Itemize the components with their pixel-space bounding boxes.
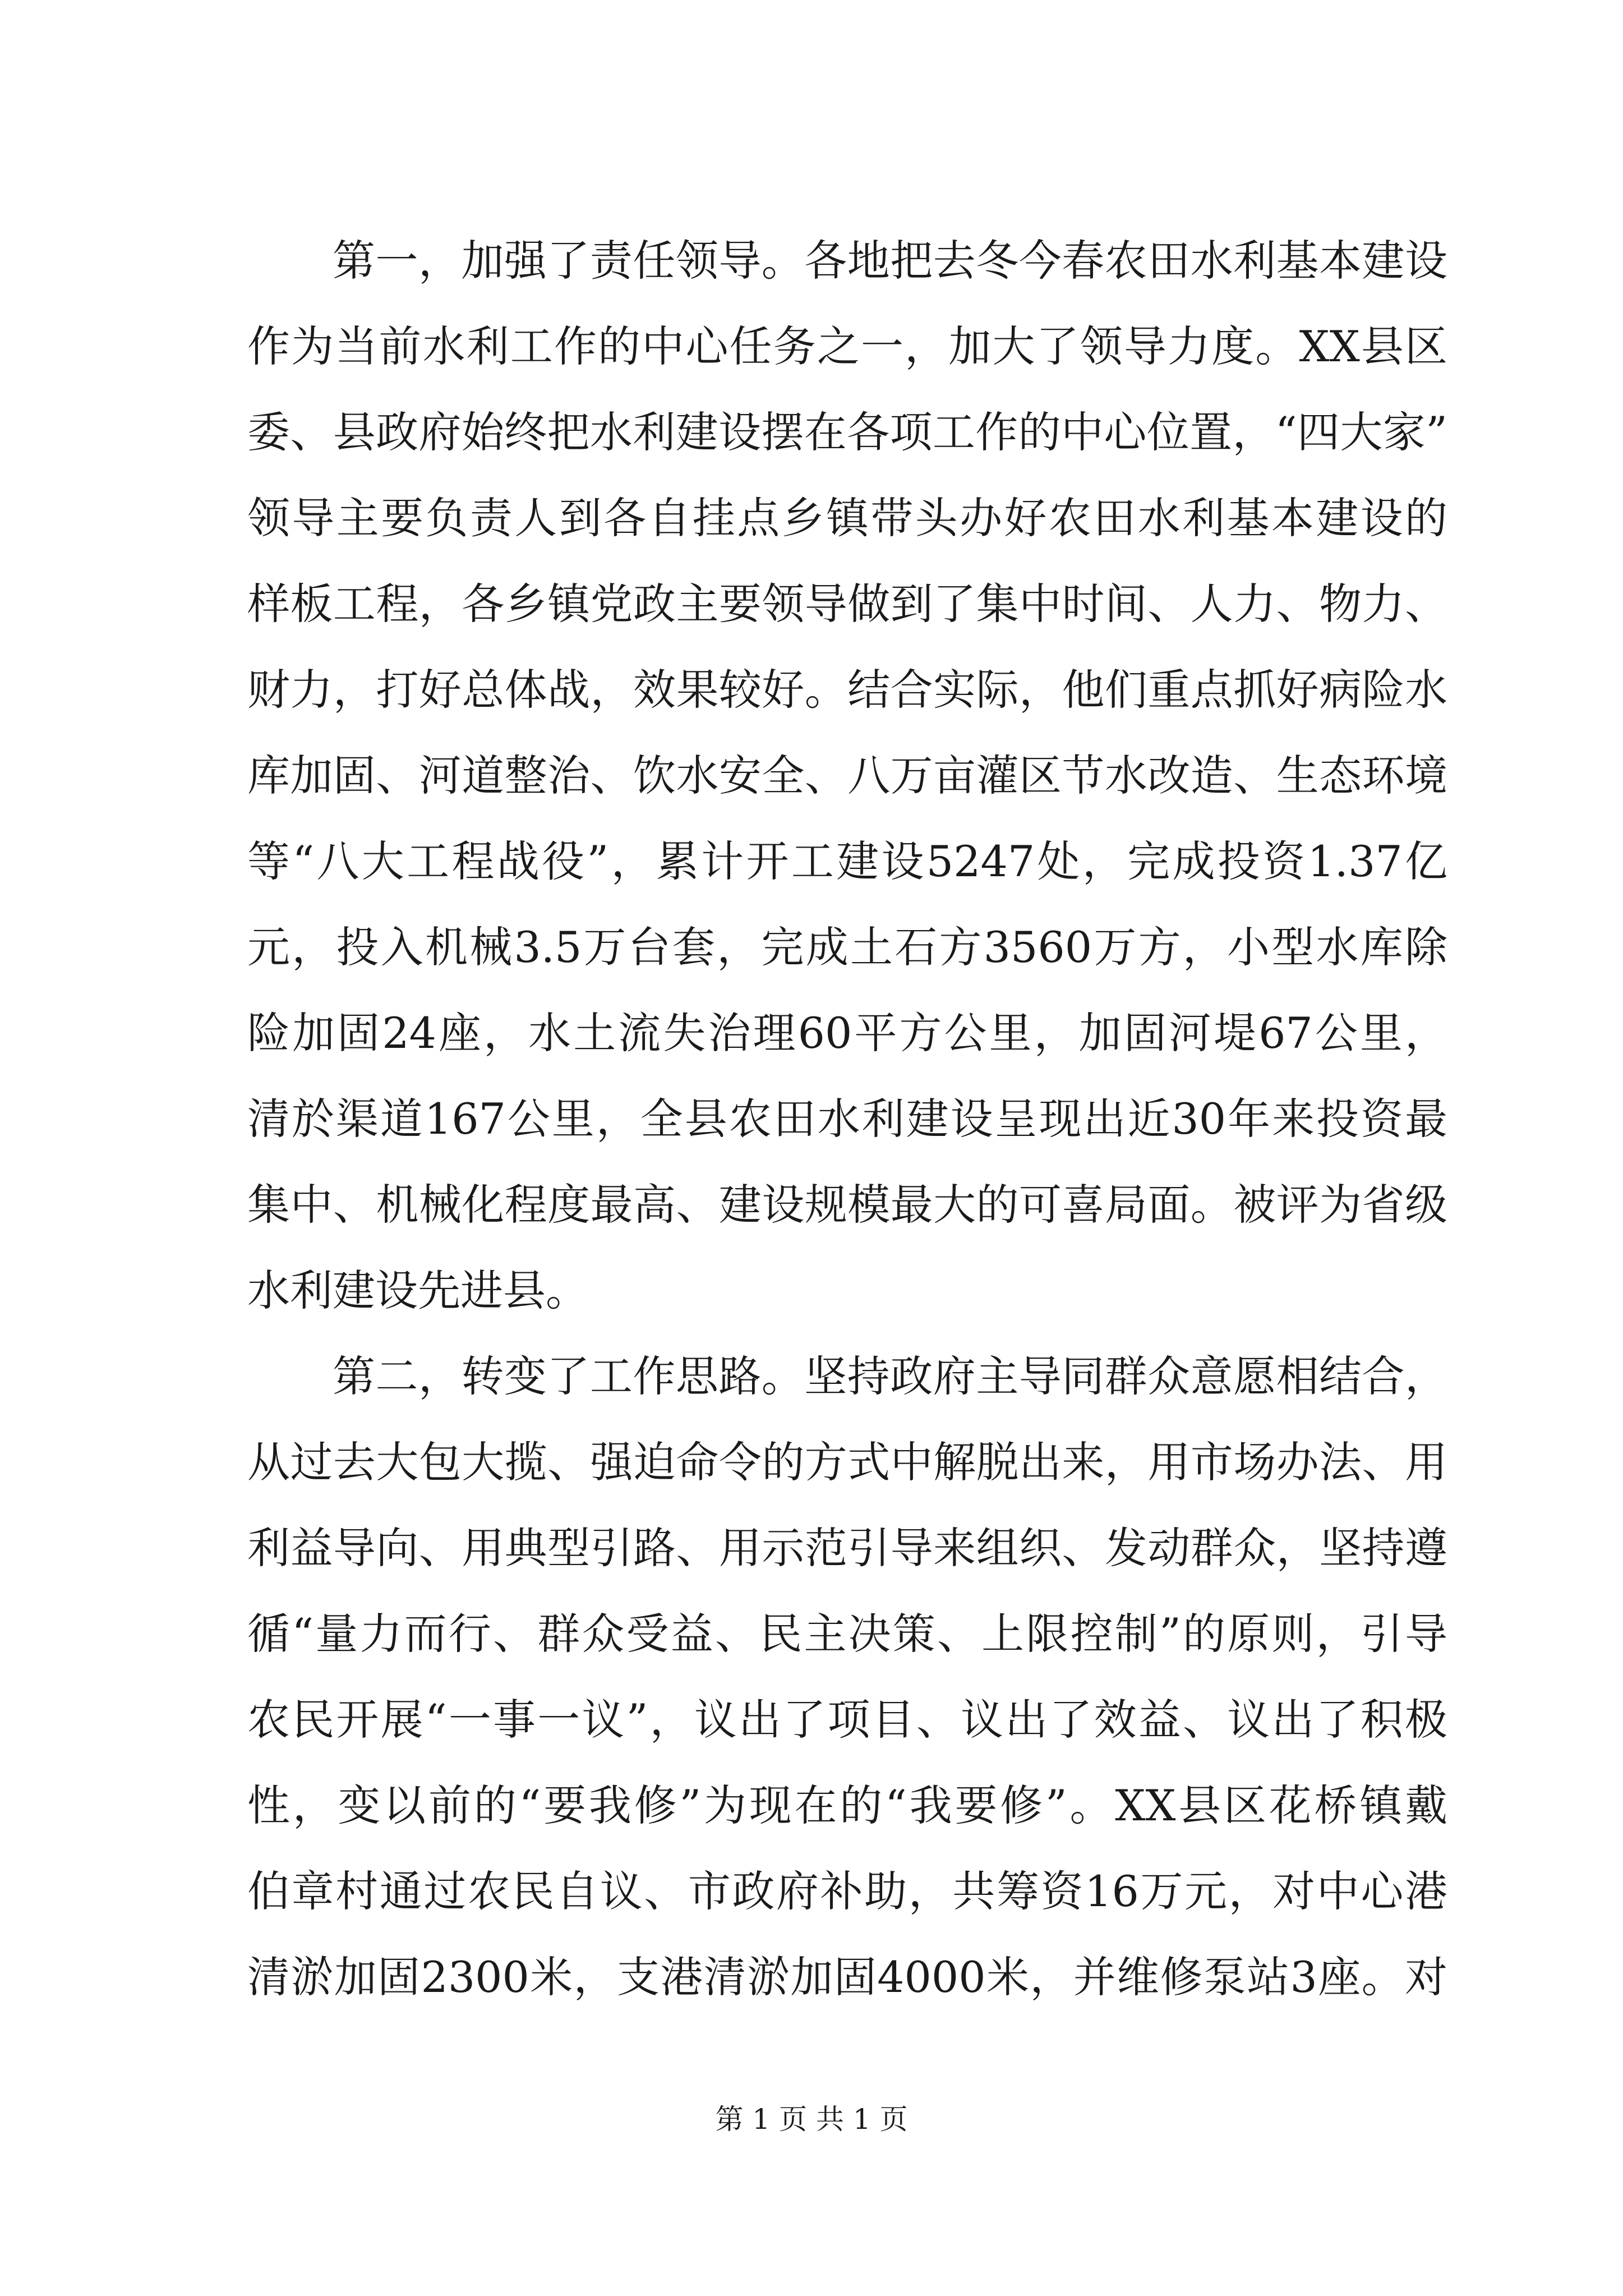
paragraph-2-line-1: 第二，转变了工作思路。坚持政府主导同群众意愿相结合， (333, 1351, 1447, 1401)
paragraph-2-line-4: 循“量力而行、群众受益、民主决策、上限控制”的原则，引导 (247, 1609, 1447, 1659)
paragraph-1-line-12: 集中、机械化程度最高、建设规模最大的可喜局面。被评为省级 (247, 1180, 1447, 1230)
paragraph-1-line-3: 委、县政府始终把水利建设摆在各项工作的中心位置，“四大家” (247, 407, 1447, 457)
paragraph-2-line-8: 清淤加固2300米，支港清淤加固4000米，并维修泵站3座。对 (247, 1952, 1447, 2002)
paragraph-1-line-11: 清於渠道167公里，全县农田水利建设呈现出近30年来投资最 (247, 1094, 1447, 1144)
page-footer: 第 1 页 共 1 页 (715, 2103, 908, 2136)
paragraph-1-line-9: 元，投入机械3.5万台套，完成土石方3560万方，小型水库除 (247, 922, 1447, 972)
paragraph-2-line-6: 性，变以前的“要我修”为现在的“我要修”。XX县区花桥镇戴 (247, 1780, 1447, 1830)
body-text (247, 218, 1447, 2020)
paragraph-2-line-5: 农民开展“一事一议”，议出了项目、议出了效益、议出了积极 (247, 1695, 1447, 1745)
paragraph-1-line-8: 等“八大工程战役”，累计开工建设5247处，完成投资1.37亿 (247, 836, 1447, 886)
paragraph-1-line-7: 库加固、河道整治、饮水安全、八万亩灌区节水改造、生态环境 (247, 751, 1447, 800)
paragraph-2-line-7: 伯章村通过农民自议、市政府补助，共筹资16万元，对中心港 (247, 1866, 1447, 1916)
paragraph-1-line-13: 水利建设先进县。 (247, 1266, 588, 1315)
paragraph-1-line-2: 作为当前水利工作的中心任务之一，加大了领导力度。XX县区 (247, 321, 1447, 371)
paragraph-2-line-2: 从过去大包大揽、强迫命令的方式中解脱出来，用市场办法、用 (247, 1437, 1447, 1487)
paragraph-1-line-1: 第一，加强了责任领导。各地把去冬今春农田水利基本建设 (333, 236, 1447, 286)
paragraph-1-line-6: 财力，打好总体战，效果较好。结合实际，他们重点抓好病险水 (247, 665, 1447, 715)
paragraph-1-line-10: 险加固24座，水土流失治理60平方公里，加固河堤67公里， (247, 1008, 1447, 1058)
paragraph-2-line-3: 利益导向、用典型引路、用示范引导来组织、发动群众，坚持遵 (247, 1523, 1447, 1573)
paragraph-1-line-5: 样板工程，各乡镇党政主要领导做到了集中时间、人力、物力、 (247, 579, 1447, 629)
paragraph-1-line-4: 领导主要负责人到各自挂点乡镇带头办好农田水利基本建设的 (247, 493, 1447, 543)
